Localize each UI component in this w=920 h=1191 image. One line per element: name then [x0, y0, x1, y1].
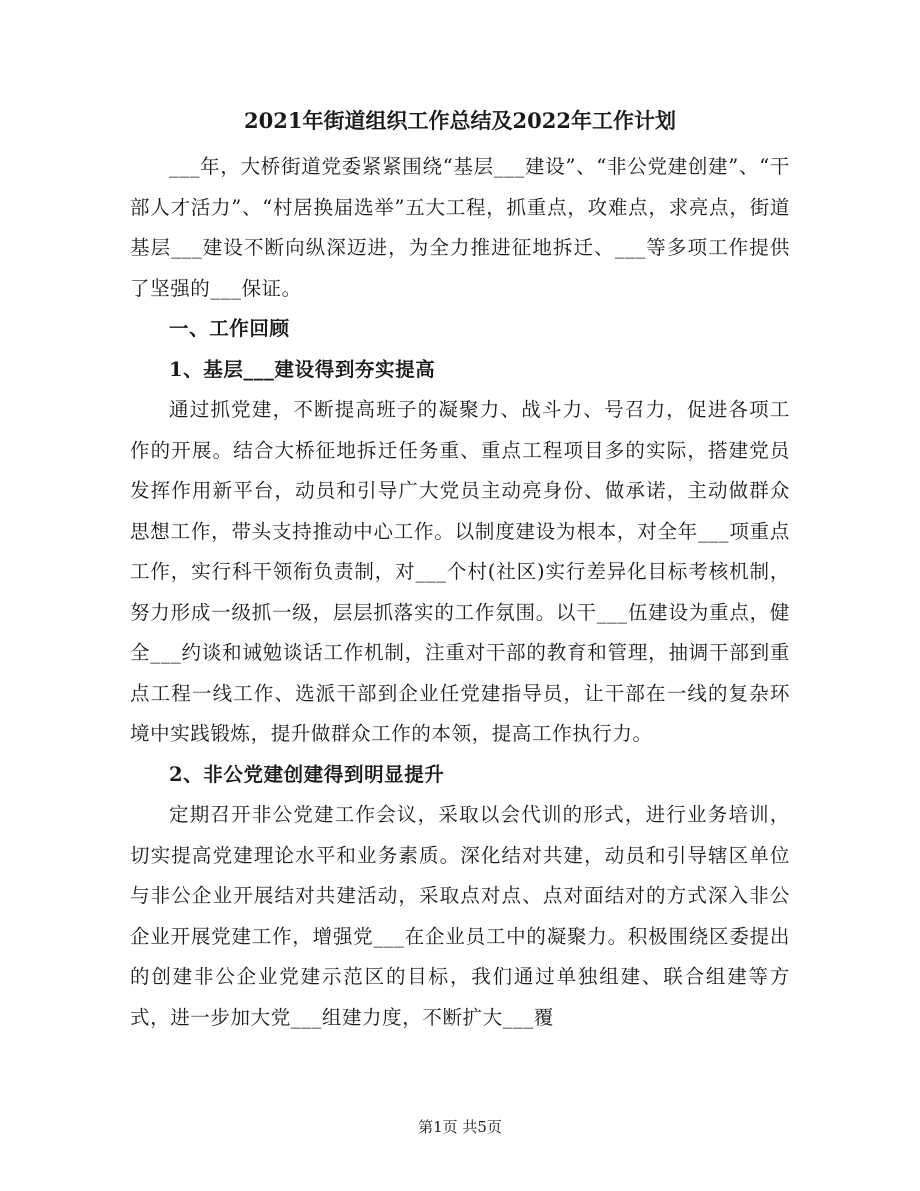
intro-paragraph: ___年，大桥街道党委紧紧围绕“基层___建设”、“非公党建创建”、“干部人才活力”、“村居换届选举”五大工程，抓重点，攻难点，求亮点，街道基层___建设不断向纵深迈进，为全力推进征地拆迁、___等多项工作提供了坚强的___保证。	[130, 155, 790, 300]
subsection-1-paragraph: 通过抓党建，不断提高班子的凝聚力、战斗力、号召力，促进各项工作的开展。结合大桥征地拆迁任务重、重点工程项目多的实际，搭建党员发挥作用新平台，动员和引导广大党员主动亮身份、做承诺，主动做群众思想工作，带头支持推动中心工作。以制度建设为根本，对全年___项重点工作，实行科干领衔负责制，对___个村(社区)实行差异化目标考核机制，努力形成一级抓一级，层层抓落实的工作氛围。以干___伍建设为重点，健全___约谈和诫勉谈话工作机制，注重对干部的教育和管理，抽调干部到重点工程一线工作、选派干部到企业任党建指导员，让干部在一线的复杂环境中实践锻炼，提升做群众工作的本领，提高工作执行力。	[130, 398, 790, 745]
page-number: 第1页 共5页	[418, 1118, 502, 1136]
document-title: 2021年街道组织工作总结及2022年工作计划	[244, 108, 676, 133]
document-body	[130, 147, 790, 1038]
subsection-2-paragraph: 定期召开非公党建工作会议，采取以会代训的形式，进行业务培训，切实提高党建理论水平和业务素质。深化结对共建，动员和引导辖区单位与非公企业开展结对共建活动，采取点对点、点对面结对的方式深入非公企业开展党建工作，增强党___在企业员工中的凝聚力。积极围绕区委提出的创建非公企业党建示范区的目标，我们通过单独组建、联合组建等方式，进一步加大党___组建力度，不断扩大___覆	[130, 803, 790, 1029]
section-heading-review: 一、工作回顾	[169, 317, 290, 340]
subsection-heading-1: 1、基层___建设得到夯实提高	[169, 357, 436, 381]
subsection-heading-2: 2、非公党建创建得到明显提升	[169, 762, 445, 786]
